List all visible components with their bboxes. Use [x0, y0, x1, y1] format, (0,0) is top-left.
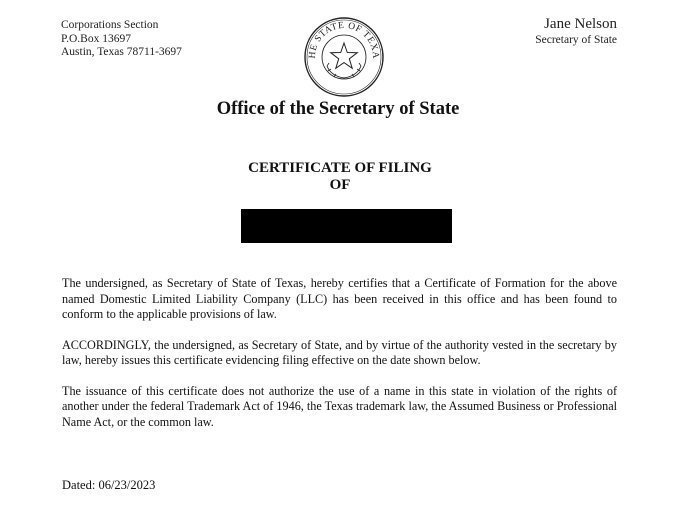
official-block — [535, 16, 617, 47]
paragraph-accordingly: ACCORDINGLY, the undersigned, as Secretary of State, and by virtue of the authority vested in the secretary by law, hereby issues this certificate evidencing filing effective on the date shown below. — [62, 337, 617, 367]
seal-text: HE STATE OF TEXA — [307, 20, 381, 60]
official-name: Jane Nelson — [544, 16, 617, 32]
certificate-heading-line-2: OF — [329, 177, 351, 193]
seal-icon — [303, 16, 385, 98]
svg-text:THE STATE OF TEXAS — [303, 16, 380, 59]
paragraph-certification: The undersigned, as Secretary of State of Texas, hereby certifies that a Certificate of Formation for the above named Domestic Limited Liability Company (LLC) has been received in this office and has been found to conform to the applicable provisions of law. — [62, 276, 617, 321]
filing-date: Dated: 06/23/2023 — [62, 478, 156, 492]
address-block — [61, 19, 182, 60]
redacted-company-name — [241, 209, 452, 243]
address-line-1: Corporations Section — [61, 19, 159, 31]
certificate-heading — [0, 160, 680, 194]
state-seal — [303, 16, 385, 98]
paragraph-issuance: The issuance of this certificate does not authorize the use of a name in this state in violation of the rights of another under the federal Trademark Act of 1946, the Texas trademark law, the Assumed Business or Professional Name Act, or the common law. — [62, 383, 617, 429]
address-line-2: P.O.Box 13697 — [61, 32, 131, 45]
office-title: Office of the Secretary of State — [216, 99, 460, 119]
certificate-heading-line-1: CERTIFICATE OF FILING — [248, 160, 432, 176]
official-title: Secretary of State — [535, 34, 617, 46]
address-line-3: Austin, Texas 78711-3697 — [61, 46, 182, 58]
certificate-body — [62, 276, 617, 445]
